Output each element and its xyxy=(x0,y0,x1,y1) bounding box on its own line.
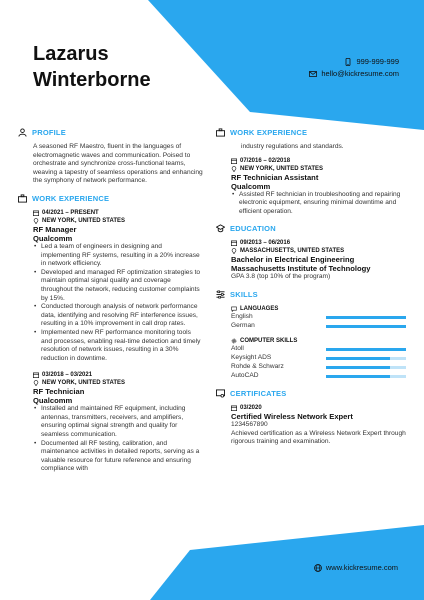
calendar-icon xyxy=(231,405,237,411)
skill-bar xyxy=(326,366,406,369)
certificate-entry xyxy=(216,404,406,447)
graduation-cap-icon xyxy=(216,224,225,233)
computer-skills-subtitle: COMPUTER SKILLS xyxy=(231,337,406,345)
job-entry xyxy=(18,371,203,474)
skill-bar-fill xyxy=(326,325,406,328)
profile-text: A seasoned RF Maestro, fluent in the languages of electromagnetic waves and communication. Poised to orchestrate and synchronize cross-functional teams, weaving a tapestry of seamless operations and enhancing the symphony of network performance. xyxy=(33,143,203,185)
job-company: Qualcomm xyxy=(33,233,73,243)
job-location: NEW YORK, UNITED STATES xyxy=(33,379,203,387)
skill-bar xyxy=(326,325,406,328)
skill-bar-fill xyxy=(326,357,390,360)
location-pin-icon xyxy=(33,380,39,386)
phone-number: 999-999-999 xyxy=(356,57,399,66)
email-address[interactable]: hello@kickresume.com xyxy=(321,69,399,78)
degree: Bachelor in Electrical Engineering xyxy=(231,255,355,265)
left-column xyxy=(18,128,203,474)
calendar-icon xyxy=(33,372,39,378)
job-company: Qualcomm xyxy=(231,181,271,191)
contact-info xyxy=(309,56,399,80)
skill-bar-fill xyxy=(326,316,406,319)
school: Massachusetts Institute of Technology xyxy=(231,264,371,274)
right-column xyxy=(216,128,406,447)
candidate-name xyxy=(33,41,151,93)
job-role: RF Technician xyxy=(33,387,85,397)
briefcase-icon xyxy=(216,128,225,137)
job-bullets xyxy=(33,243,203,363)
job-dates: 04/2021 – PRESENT xyxy=(33,209,203,217)
footer-link xyxy=(314,563,398,572)
certificate-id: 1234567890 xyxy=(231,420,268,428)
work-heading-continued xyxy=(216,128,406,137)
skill-bar xyxy=(326,357,406,360)
work-title: WORK EXPERIENCE xyxy=(32,193,110,203)
first-name: Lazarus xyxy=(33,43,109,65)
location-pin-icon xyxy=(33,218,39,224)
skill-name: AutoCAD xyxy=(231,372,259,380)
skill-row xyxy=(231,322,406,331)
calendar-icon xyxy=(231,158,237,164)
profile-title: PROFILE xyxy=(32,128,66,137)
envelope-icon xyxy=(309,70,317,78)
skill-bar-fill xyxy=(326,366,390,369)
education-location: MASSACHUSETTS, UNITED STATES xyxy=(231,247,406,255)
certificate-icon xyxy=(216,389,225,398)
skill-name: German xyxy=(231,322,255,330)
job-dates: 07/2016 – 02/2018 xyxy=(231,157,406,165)
globe-icon xyxy=(314,564,322,572)
certificate-date: 03/2020 xyxy=(231,404,406,412)
profile-heading xyxy=(18,128,203,137)
skill-bar-fill xyxy=(326,375,390,378)
job-continuation: industry regulations and standards. xyxy=(241,143,344,150)
gear-icon xyxy=(231,338,237,344)
job-bullet: • Developed and managed RF optimization strategies to maintain optimal signal quality and coverage throughout the network, reducing customer complaints by 15%. xyxy=(33,269,203,303)
job-entry xyxy=(216,157,406,217)
skill-bar xyxy=(326,348,406,351)
languages-subtitle: LANGUAGES xyxy=(231,305,406,313)
skill-row xyxy=(231,354,406,363)
job-company: Qualcomm xyxy=(33,396,73,406)
certificate-name: Certified Wireless Network Expert xyxy=(231,411,353,421)
work-heading xyxy=(18,194,203,203)
footer-decoration xyxy=(0,515,424,600)
job-bullet: • Documented all RF testing, calibration, and maintenance activities in detailed reports, serving as a valuable resource for future reference and ensuring compliance with xyxy=(33,440,203,474)
job-location: NEW YORK, UNITED STATES xyxy=(33,217,203,225)
phone-row xyxy=(309,56,399,68)
skill-row xyxy=(231,363,406,372)
job-dates: 03/2018 – 03/2021 xyxy=(33,371,203,379)
skills-title: SKILLS xyxy=(230,289,258,299)
briefcase-icon xyxy=(18,194,27,203)
skills-block xyxy=(216,305,406,381)
job-bullet: • Assisted RF technician in troubleshooting and repairing electronic equipment, ensuring minimal downtime and efficient operation. xyxy=(231,191,406,217)
education-dates: 09/2013 – 06/2016 xyxy=(231,239,406,247)
skill-bar xyxy=(326,375,406,378)
website-url[interactable]: www.kickresume.com xyxy=(325,563,398,572)
gpa: GPA 3.8 (top 10% of the program) xyxy=(231,273,331,281)
email-row xyxy=(309,68,399,80)
work-title: WORK EXPERIENCE xyxy=(230,128,308,137)
skill-name: Rohde & Schwarz xyxy=(231,363,284,371)
job-bullet: • Implemented new RF performance monitoring tools and processes, enabling real-time detection and timely resolution of network issues, resulting in a 30% reduction in downtime. xyxy=(33,329,203,363)
education-title: EDUCATION xyxy=(230,224,276,234)
job-bullets xyxy=(231,191,406,217)
certificate-text: Achieved certification as a Wireless Network Expert through rigorous training and examination. xyxy=(231,429,406,446)
location-pin-icon xyxy=(231,166,237,172)
certificates-title: CERTIFICATES xyxy=(230,388,287,398)
job-role: RF Technician Assistant xyxy=(231,172,319,182)
calendar-icon xyxy=(33,210,39,216)
skill-name: Atoll xyxy=(231,345,244,353)
skills-heading xyxy=(216,290,406,299)
education-entry xyxy=(216,239,406,282)
job-bullets xyxy=(33,405,203,474)
skill-name: English xyxy=(231,313,253,321)
job-entry xyxy=(18,209,203,363)
speech-bubble-icon xyxy=(231,306,237,312)
person-icon xyxy=(18,128,27,137)
education-heading xyxy=(216,224,406,233)
job-role: RF Manager xyxy=(33,224,77,234)
sliders-icon xyxy=(216,290,225,299)
skill-bar xyxy=(326,316,406,319)
phone-icon xyxy=(344,58,352,66)
job-location: NEW YORK, UNITED STATES xyxy=(231,165,406,173)
skill-row xyxy=(231,313,406,322)
skill-row xyxy=(231,372,406,381)
certificates-heading xyxy=(216,389,406,398)
calendar-icon xyxy=(231,240,237,246)
skill-name: Keysight ADS xyxy=(231,354,272,362)
skill-bar-fill xyxy=(326,348,406,351)
skill-row xyxy=(231,345,406,354)
job-bullet: • Led a team of engineers in designing and implementing RF systems, resulting in a 20% increase in network efficiency. xyxy=(33,243,203,269)
location-pin-icon xyxy=(231,248,237,254)
last-name: Winterborne xyxy=(33,69,151,91)
job-bullet: • Installed and maintained RF equipment, including antennas, transmitters, receivers, and amplifiers, ensuring optimal signal strength and quality for seamless communication. xyxy=(33,405,203,439)
job-bullet: • Conducted thorough analysis of network performance data, identifying and resolving RF interference issues, resulting in a 10% improvement in call drop rates. xyxy=(33,303,203,329)
